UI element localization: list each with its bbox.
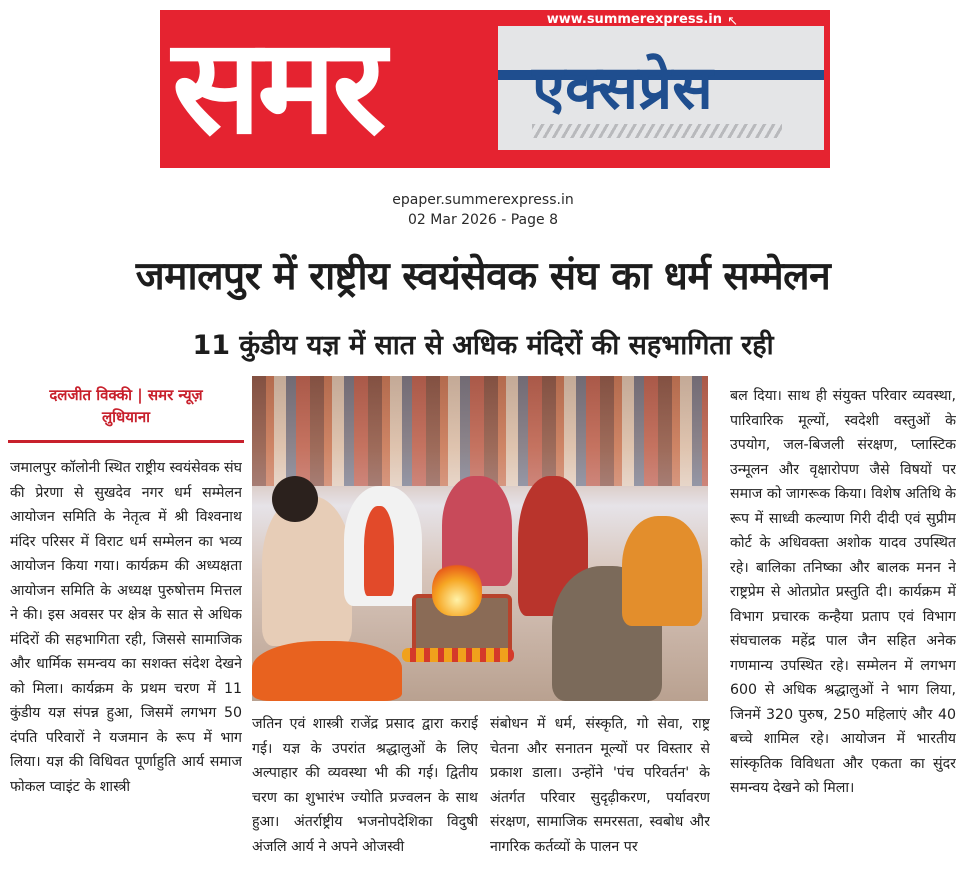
photo-saffron-scarf <box>364 506 394 596</box>
photo-woman-head <box>272 476 318 522</box>
byline <box>8 384 244 428</box>
logo-samar-text: समर <box>172 10 383 164</box>
photo-crowd-background <box>252 376 708 486</box>
masthead-website: www.summerexpress.in <box>546 12 722 27</box>
article-column-1: जमालपुर कॉलोनी स्थित राष्ट्रीय स्वयंसेवक संघ की प्रेरणा से सुखदेव नगर धर्म सम्मेलन आयोजन समिति के नेतृत्व में श्री विश्वनाथ मंदिर परिसर में विराट धर्म सम्मेलन का भव्य आयोजन किया गया। कार्यक्रम की अध्यक्षता आयोजन समिति के अध्यक्ष पुरुषोत्तम मित्तल ने की। इस अवसर पर क्षेत्र के सात से अधिक मंदिरों की सहभागिता रही, जिससे सामाजिक और धार्मिक समन्वय का सशक्त संदेश देखने को मिला। कार्यक्रम के प्रथम चरण में 11 कुंडीय यज्ञ संपन्न हुआ, जिसमें लगभग 50 दंपति परिवारों ने यजमान के रूप में भाग लिया। यज्ञ की विधिवत पूर्णाहुति आर्य समाज फोकल प्वाइंट के शास्त्री <box>10 460 242 795</box>
photo-fire-flame <box>432 562 482 616</box>
article-subheadline: 11 कुंडीय यज्ञ में सात से अधिक मंदिरों की सहभागिता रही <box>192 330 774 361</box>
cursor-arrow-icon: ↖ <box>727 14 738 29</box>
masthead-logo <box>160 10 830 174</box>
byline-author: दलजीत विक्की | समर न्यूज़ <box>49 386 203 404</box>
edition-date-page: 02 Mar 2026 - Page 8 <box>408 212 558 228</box>
logo-express-text: एक्सप्रेस <box>532 53 713 123</box>
article-column-2: जतिन एवं शास्त्री राजेंद्र प्रसाद द्वारा कराई गई। यज्ञ के उपरांत श्रद्धालुओं के लिए अल्पाहार की व्यवस्था भी की गई। द्वितीय चरण का शुभारंभ ज्योति प्रज्वलन के साथ हुआ। अंतर्राष्ट्रीय भजनोपदेशिका विदुषी अंजलि आर्य ने अपने ओजस्वी <box>252 716 478 855</box>
byline-location: लुधियाना <box>101 408 151 426</box>
article-column-3: संबोधन में धर्म, संस्कृति, गो सेवा, राष्ट्र चेतना और सनातन मूल्यों पर विस्तार से प्रकाश डाला। उन्होंने 'पंच परिवर्तन' के अंतर्गत परिवार सुदृढ़ीकरण, पर्यावरण संरक्षण, सामाजिक समरसता, स्वबोध और नागरिक कर्तव्यों के पालन पर <box>490 716 710 855</box>
photo-foreground-saffron <box>252 641 402 701</box>
epaper-site: epaper.summerexpress.in <box>392 192 574 208</box>
byline-divider <box>8 440 244 443</box>
photo-woman-right <box>622 516 702 626</box>
masthead-stripes <box>532 124 782 138</box>
article-column-4: बल दिया। साथ ही संयुक्त परिवार व्यवस्था, पारिवारिक मूल्यों, स्वदेशी वस्तुओं के उपयोग, जल-बिजली संरक्षण, प्लास्टिक उन्मूलन और वृक्षारोपण जैसे विषयों पर समाज को जागरूक किया। विशेष अतिथि के रूप में साध्वी कल्याण गिरी दीदी एवं सुप्रीम कोर्ट के अधिवक्ता अशोक यादव उपस्थित रहे। बालिका तनिष्का और बालक मनन ने राष्ट्रप्रेम से ओतप्रोत प्रस्तुति दी। कार्यक्रम में विभाग प्रचारक कन्हैया प्रताप एवं विभाग संघचालक महेंद्र पाल जैन सहित अनेक गणमान्य उपस्थित रहे। सम्मेलन में लगभग 600 से अधिक श्रद्धालुओं ने भाग लिया, जिनमें 320 पुरुष, 250 महिलाएं और 40 बच्चे शामिल रहे। आयोजन में भारतीय सांस्कृतिक विविधता और एकता का सुंदर समन्वय देखने को मिला। <box>730 388 956 796</box>
photo-marigold-garland <box>402 648 514 662</box>
article-photo-havan-ceremony <box>252 376 708 701</box>
article-headline: जमालपुर में राष्ट्रीय स्वयंसेवक संघ का धर्म सम्मेलन <box>135 254 831 299</box>
